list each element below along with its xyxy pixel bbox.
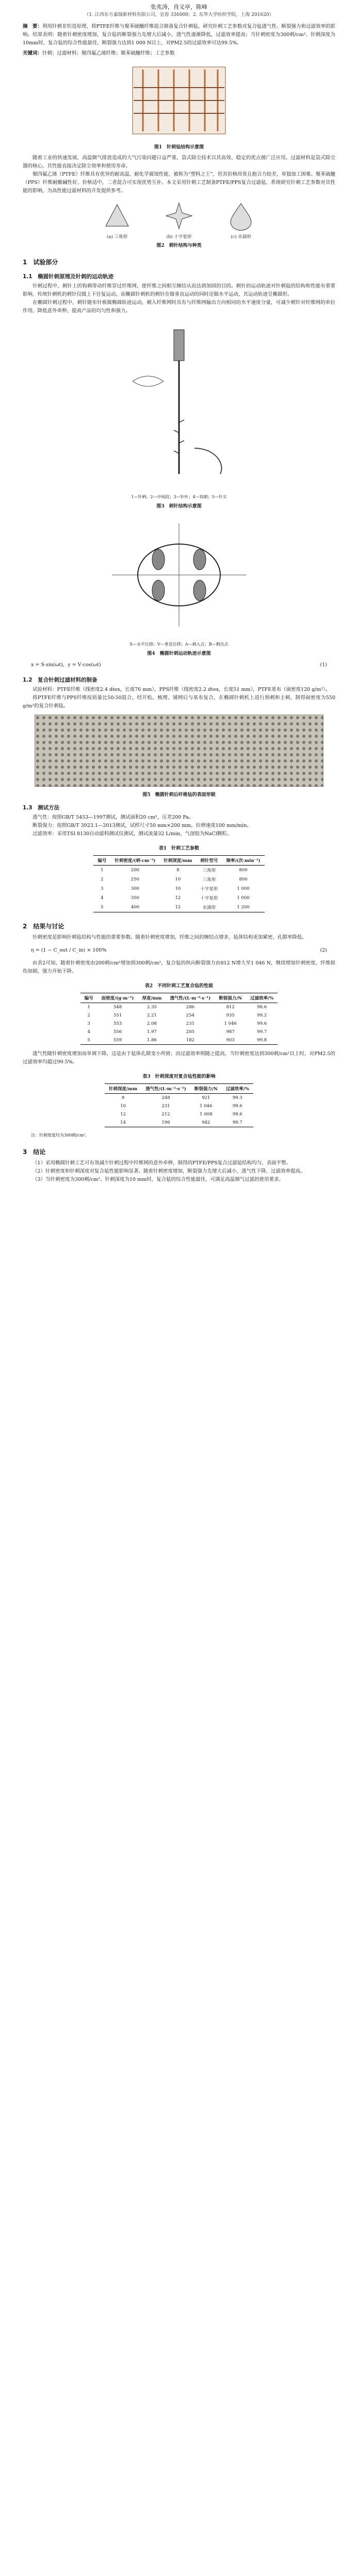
table-cell: 800 [239, 868, 248, 873]
table-row [105, 1094, 253, 1103]
table-1-caption: 表1 针刺工艺参数 [158, 846, 200, 851]
table-cell: 10 [175, 877, 181, 882]
table-row [105, 1118, 253, 1127]
equation-1-expr: x = S·sin(ωt)，y = V·cos(ωt) [31, 662, 101, 668]
table-cell: 8 [176, 868, 180, 873]
table-cell: 2.35 [147, 1005, 157, 1010]
table-cell: 98.6 [257, 1005, 267, 1010]
figure-4-note: S—水平位移；V—垂直位移；A—刺入点；B—刺出点 [129, 642, 229, 647]
section-2-title: 2 结果与讨论 [23, 923, 64, 930]
figure-1-caption: 图1 针刺毡结构示意图 [154, 145, 204, 150]
table-cell: 4 [87, 1029, 90, 1035]
section-2-paragraph-3: 透气性随针刺密度增加而单调下降，这是由于毡体孔隙变小所致；而过滤效率则随之提高，当针刺密度达到300刺/cm²以上时，对PM2.5的过滤效率均超过99.5%。 [23, 1051, 335, 1065]
table-row [80, 1028, 278, 1036]
needle-label-b: (b) 十字星形 [166, 234, 192, 240]
table-cell: 2.21 [147, 1013, 157, 1018]
table-cell: 1 008 [200, 1112, 213, 1117]
table-cell: 556 [113, 1029, 122, 1035]
table-2-header-row [80, 993, 278, 1003]
conclusion-2: （2）针刺密度和针刺深度对复合毡性能影响显著。随着针刺密度增加，断裂强力先增大后减小，透气性下降，过滤效率提高。 [32, 1168, 305, 1174]
table-3 [105, 1083, 253, 1127]
table-2-header: 编号 [84, 996, 93, 1001]
table-1-header: 编号 [97, 858, 107, 863]
table-1-header: 频率/(次·min⁻¹) [226, 858, 261, 863]
table-row [93, 884, 264, 893]
table-cell: 942 [202, 1120, 210, 1125]
table-cell: 935 [226, 1013, 235, 1018]
table-cell: 十字星形 [200, 887, 218, 892]
needle-type-drop [225, 200, 256, 240]
bent-tip-view [194, 448, 222, 474]
table-cell: 212 [161, 1112, 170, 1117]
table-row [93, 875, 264, 884]
section-1-3-paragraph-2: 断裂强力：按照GB/T 3923.1—2013测试，试样尺寸50 mm×200 mm，拉伸速度100 mm/min。 [32, 823, 252, 828]
table-cell: 5 [101, 905, 104, 910]
table-cell: 987 [226, 1029, 235, 1035]
table-cell: 1.97 [147, 1029, 157, 1035]
section-2-paragraph-1: 针刺密度是影响针刺毡结构与性能的重要参数。随着针刺密度增加，纤维之间的缠结点增多，毡体结构更加紧密，孔隙率降低。 [32, 935, 307, 940]
table-2-header: 断裂强力/N [219, 996, 242, 1001]
keywords-label: 关键词： [23, 50, 43, 56]
table-cell: 三角形 [202, 877, 216, 883]
table-cell: 3 [101, 886, 104, 891]
needle-shank [174, 330, 184, 361]
section-1-3-paragraph-1: 透气性：按照GB/T 5453—1997测试，测试面积20 cm²，压差200 Pa。 [32, 815, 194, 820]
table-cell: 99.2 [257, 1013, 267, 1018]
table-row [93, 903, 264, 912]
table-2-header: 透气性/(L·m⁻²·s⁻¹) [170, 996, 211, 1001]
table-cell: 99.8 [257, 1038, 267, 1043]
table-cell: 12 [175, 905, 181, 910]
table-cell: 553 [113, 1021, 122, 1026]
table-row [93, 893, 264, 903]
keywords-text: 针刺；过滤材料；聚四氟乙烯纤维；聚苯硫醚纤维；工艺参数 [42, 50, 175, 56]
table-cell: 551 [113, 1013, 122, 1018]
section-1-1-paragraph-2: 在椭圆针刺过程中，刺针随布针板做椭圆轨迹运动，刺入纤维网时具有与纤维网输出方向相同的水平速度分量，可减少刺针对纤维网的牵拉作用，降低意外牵伸，提高产品的均匀性和强力。 [23, 300, 335, 314]
table-cell: 182 [186, 1038, 195, 1043]
section-1-2-paragraph-1: 试验材料：PTFE纤维（线密度2.4 dtex，长度76 mm），PPS纤维（线密度2.2 dtex，长度51 mm），PTFE基布（面密度120 g/m²）。 [32, 687, 331, 692]
table-cell: 8 [121, 1095, 125, 1100]
table-cell: 十字星形 [200, 896, 218, 901]
table-cell: 2.08 [147, 1021, 157, 1026]
table-cell: 800 [239, 877, 248, 882]
table-cell: 水滴形 [202, 905, 216, 910]
equation-2-number: (2) [320, 947, 327, 953]
table-cell: 231 [161, 1104, 170, 1109]
table-cell: 99.3 [232, 1095, 242, 1100]
abstract-text: 利用针刺非织造原理，将PTFE纤维与聚苯硫醚纤维混合制备复合针刺毡，研究针刺工艺参数对复合毡透气性、断裂强力和过滤效率的影响。结果表明：随着针刺密度增加，复合毡的断裂强力先增大后减小，透气性逐渐降低，过滤效率提高；当针刺密度为300刺/cm²、针刺深度为10mm时，复合毡的综合性能最佳，断裂强力达到1 000 N以上，对PM2.5的过滤效率可达99.5%。 [23, 24, 335, 46]
section-1-3-title: 1.3 测试方法 [23, 805, 60, 811]
cross-section-view [133, 376, 164, 386]
table-2-header: 厚度/mm [142, 996, 162, 1001]
table-1-header: 针刺密度/(刺·cm⁻²) [115, 858, 156, 863]
figure-3-caption: 图3 刺针结构示意图 [156, 504, 202, 509]
needle-label-c: (c) 水滴形 [231, 234, 251, 240]
table-cell: 812 [226, 1005, 235, 1010]
table-cell: 1 046 [200, 1104, 213, 1109]
figure-4-caption: 图4 椭圆针刺运动轨迹示意图 [147, 651, 211, 656]
section-1-2-title: 1.2 复合针刺过滤材料的制备 [23, 677, 97, 683]
table-3-note: 注：针刺密度均为300刺/cm²。 [31, 1133, 90, 1138]
table-3-header: 断裂强力/N [194, 1087, 218, 1092]
section-3-title: 3 结论 [23, 1148, 46, 1156]
table-cell: 254 [186, 1013, 195, 1018]
table-cell: 286 [186, 1005, 195, 1010]
table-cell: 12 [175, 895, 181, 901]
table-cell: 2 [87, 1013, 90, 1018]
abstract [23, 23, 335, 47]
figure-4-elliptical-path [102, 513, 256, 637]
affiliation: （1. 江西东方嘉瑞新材料有限公司，宜春 336000；2. 东华大学纺织学院，上海 201620） [84, 12, 274, 18]
needle-label-a: (a) 三角形 [107, 234, 127, 240]
table-cell: 1 [87, 1005, 90, 1010]
table-1-header: 刺针型号 [200, 858, 218, 863]
table-cell: 1 000 [237, 886, 250, 891]
table-cell: 1 046 [224, 1021, 237, 1026]
equation-1 [31, 660, 327, 670]
table-cell: 196 [161, 1120, 170, 1125]
table-1-header-row [93, 856, 264, 866]
authors: 张兆涛，肖义亭，陈峰 [151, 4, 207, 10]
table-cell: 400 [131, 905, 139, 910]
section-2-paragraph-2: 由表2可知，随着针刺密度由200刺/cm²增加到300刺/cm²，复合毡的纵向断裂强力由812 N增大至1 046 N，继续增加针刺密度，纤维损伤加剧，强力开始下降。 [23, 960, 335, 974]
section-1-1-paragraph-1: 针刺过程中，刺针上的钩刺带动纤维穿过纤维网，使纤维之间相互缠结从而达到加固的目的。刺针的运动轨迹对针刺毡的结构和性能有重要影响，传统针刺机的刺针仅做上下往复运动，而椭圆针刺机的刺针在做垂直运动的同时还做水平运动，其运动轨迹呈椭圆形。 [23, 283, 335, 297]
table-row [105, 1102, 253, 1110]
table-cell: 2 [101, 877, 104, 882]
table-3-header-row [105, 1084, 253, 1094]
figure-1-felt-structure [127, 62, 231, 139]
felt-surface-texture [35, 715, 323, 787]
table-1-header: 针刺深度/mm [164, 858, 192, 863]
table-2-caption: 表2 不同针刺工艺复合毡的性能 [144, 984, 214, 989]
table-cell: 231 [186, 1021, 195, 1026]
keywords [23, 49, 335, 58]
table-row [80, 1003, 278, 1012]
table-cell: 548 [113, 1005, 122, 1010]
intro-paragraph-1: 随着工业的快速发展，高温烟气排放造成的大气污染问题日益严重，袋式除尘技术以其高效、稳定的优点被广泛应用。过滤材料是袋式除尘器的核心，其性能直接决定除尘效率和使用寿命。 [23, 155, 335, 169]
table-row [80, 1020, 278, 1028]
table-row [80, 1036, 278, 1045]
table-cell: 1 [101, 868, 104, 873]
table-2-header: 面密度/(g·m⁻²) [101, 996, 134, 1001]
conclusion-1: （1）采用椭圆针刺工艺可有效减少针刺过程中纤维网的意外牵伸，制得的PTFE/PPS复合过滤毡结构均匀、表面平整。 [32, 1160, 291, 1166]
table-cell: 1 000 [237, 895, 250, 901]
figure-5-felt-surface [35, 715, 323, 787]
table-cell: 4 [101, 895, 104, 901]
table-cell: 350 [131, 895, 139, 901]
table-row [105, 1110, 253, 1118]
table-3-caption: 表3 针刺深度对复合毡性能的影响 [142, 1074, 216, 1079]
table-cell: 99.7 [257, 1029, 267, 1035]
table-cell: 200 [131, 868, 139, 873]
needle-type-triangle [102, 200, 133, 240]
table-cell: 99.6 [232, 1112, 242, 1117]
table-3-header: 透气性/(L·m⁻²·s⁻¹) [145, 1087, 186, 1092]
conclusion-3: （3）当针刺密度为300刺/cm²、针刺深度为10 mm时，复合毡的综合性能最佳，可满足高温烟气过滤的使用要求。 [32, 1177, 284, 1182]
abstract-label: 摘 要： [23, 24, 43, 29]
table-cell: 12 [120, 1112, 126, 1117]
table-cell: 921 [202, 1095, 210, 1100]
table-cell: 5 [87, 1038, 90, 1043]
table-cell: 1 200 [237, 905, 250, 910]
table-cell: 99.7 [232, 1120, 242, 1125]
table-cell: 903 [226, 1038, 235, 1043]
section-1-1-title: 1.1 椭圆针刺原理及针刺的运动轨迹 [23, 274, 114, 280]
table-cell: 3 [87, 1021, 90, 1026]
table-cell: 559 [113, 1038, 122, 1043]
table-cell: 99.6 [232, 1104, 242, 1109]
triangle-icon [102, 200, 133, 231]
section-1-title: 1 试验部分 [23, 259, 58, 266]
section-1-3-paragraph-3: 过滤效率：采用TSI 8130自动滤料测试仪测试，测试流量32 L/min，气溶胶为NaCl颗粒。 [32, 831, 232, 837]
table-cell: 250 [131, 877, 139, 882]
table-1 [93, 855, 264, 912]
table-cell: 300 [131, 886, 139, 891]
figure-2-needle-types [0, 200, 358, 240]
table-cell: 10 [120, 1104, 126, 1109]
table-cell: 14 [120, 1120, 126, 1125]
needle-type-cross [164, 200, 194, 240]
figure-3-needle-structure [102, 319, 256, 489]
table-2 [80, 993, 278, 1045]
section-1-2-paragraph-2: 将PTFE纤维与PPS纤维按质量比50:50混合，经开松、梳理、铺网后与基布复合，在椭圆针刺机上进行预刺和主刺，制得面密度为550 g/m²的复合针刺毡。 [23, 695, 335, 709]
cross-star-icon [164, 200, 194, 231]
table-row [93, 866, 264, 875]
table-row [80, 1011, 278, 1020]
water-drop-icon [225, 200, 256, 231]
table-cell: 248 [161, 1095, 170, 1100]
table-cell: 205 [186, 1029, 195, 1035]
figure-5-caption: 图5 椭圆针刺后纤维毡的表面形貌 [142, 792, 216, 798]
table-3-header: 过滤效率/% [225, 1087, 249, 1092]
equation-2 [31, 946, 327, 955]
figure-2-caption: 图2 刺针结构与种类 [156, 243, 202, 248]
table-2-header: 过滤效率/% [250, 996, 274, 1001]
intro-paragraph-2: 聚四氟乙烯（PTFE）纤维具有优异的耐高温、耐化学腐蚀性能，被称为“塑料之王”，但其价格昂贵且抱合力较差，单独加工困难。聚苯硫醚（PPS）纤维耐酸碱性好、价格适中，二者混合可实现优势互补。本文采用针刺工艺制备PTFE/PPS复合过滤毡，系统研究针刺工艺参数对其性能的影响，为高性能过滤材料的开发提供参考。 [23, 172, 335, 194]
table-cell: 10 [175, 886, 181, 891]
equation-2-expr: η = (1 − C_out / C_in) × 100% [31, 947, 107, 953]
figure-3-note: 1—针柄；2—中间段；3—针叶；4—钩刺；5—针尖 [131, 495, 227, 499]
table-cell: 99.6 [257, 1021, 267, 1026]
table-cell: 1.86 [147, 1038, 157, 1043]
table-cell: 三角形 [202, 868, 216, 873]
equation-1-number: (1) [320, 662, 327, 668]
table-3-header: 针刺深度/mm [109, 1087, 138, 1092]
